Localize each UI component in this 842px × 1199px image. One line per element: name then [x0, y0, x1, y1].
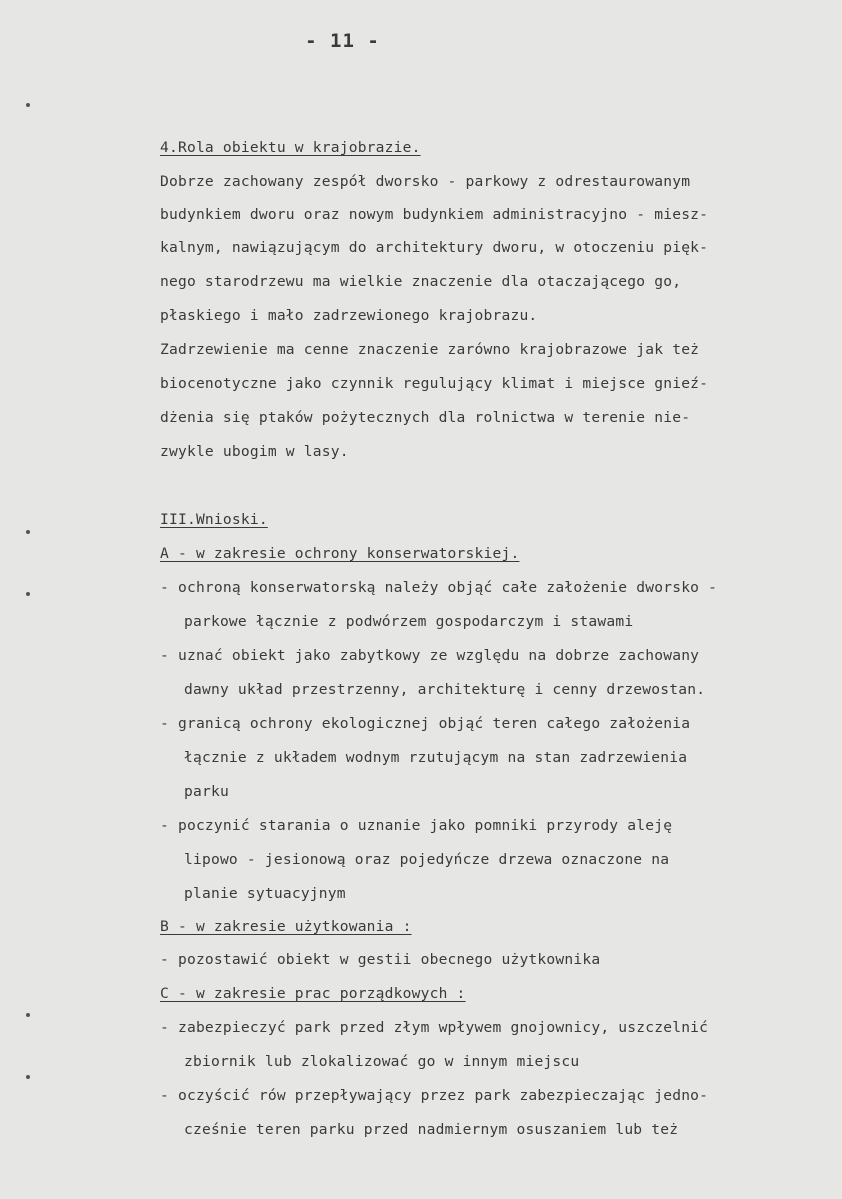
list-item: - uznać obiekt jako zabytkowy ze względu na dobrze zachowany [160, 647, 700, 664]
paragraph-line: budynkiem dworu oraz nowym budynkiem administracyjno - miesz- [160, 206, 709, 223]
list-item-continuation: lipowo - jesionową oraz pojedyńcze drzewa oznaczone na [184, 851, 670, 868]
list-item: - pozostawić obiekt w gestii obecnego użytkownika [160, 951, 601, 968]
subsection-heading: C - w zakresie prac porządkowych : [160, 985, 466, 1002]
paragraph-line: kalnym, nawiązującym do architektury dworu, w otoczeniu pięk- [160, 239, 709, 256]
punch-hole-mark [26, 1013, 30, 1017]
list-item: - oczyścić rów przepływający przez park zabezpieczając jedno- [160, 1087, 709, 1104]
paragraph-line: dżenia się ptaków pożytecznych dla rolnictwa w terenie nie- [160, 409, 691, 426]
paragraph-line: nego starodrzewu ma wielkie znaczenie dla otaczającego go, [160, 273, 682, 290]
punch-hole-mark [26, 1075, 30, 1079]
paragraph-line: płaskiego i mało zadrzewionego krajobrazu. [160, 307, 538, 324]
punch-hole-mark [26, 592, 30, 596]
section-heading: 4.Rola obiektu w krajobrazie. [160, 139, 421, 156]
paragraph-line: zwykle ubogim w lasy. [160, 443, 349, 460]
page-number: - 11 - [305, 30, 380, 52]
list-item-continuation: cześnie teren parku przed nadmiernym osuszaniem lub też [184, 1121, 679, 1138]
paragraph-line: Zadrzewienie ma cenne znaczenie zarówno krajobrazowe jak też [160, 341, 700, 358]
list-item: - poczynić starania o uznanie jako pomniki przyrody aleję [160, 817, 673, 834]
subsection-heading: A - w zakresie ochrony konserwatorskiej. [160, 545, 520, 562]
list-item: - zabezpieczyć park przed złym wpływem gnojownicy, uszczelnić [160, 1019, 709, 1036]
punch-hole-mark [26, 530, 30, 534]
list-item-continuation: dawny układ przestrzenny, architekturę i cenny drzewostan. [184, 681, 706, 698]
paragraph-line: biocenotyczne jako czynnik regulujący klimat i miejsce gnieź- [160, 375, 709, 392]
list-item: - granicą ochrony ekologicznej objąć teren całego założenia [160, 715, 691, 732]
paragraph-line: Dobrze zachowany zespół dworsko - parkowy z odrestaurowanym [160, 173, 691, 190]
punch-hole-mark [26, 103, 30, 107]
list-item-continuation: parkowe łącznie z podwórzem gospodarczym i stawami [184, 613, 634, 630]
list-item-continuation: zbiornik lub zlokalizować go w innym miejscu [184, 1053, 580, 1070]
list-item-continuation: łącznie z układem wodnym rzutującym na stan zadrzewienia [184, 749, 688, 766]
list-item-continuation: planie sytuacyjnym [184, 885, 346, 902]
subsection-heading: B - w zakresie użytkowania : [160, 918, 412, 935]
section-heading: III.Wnioski. [160, 511, 268, 528]
list-item: - ochroną konserwatorską należy objąć całe założenie dworsko - [160, 579, 718, 596]
list-item-continuation: parku [184, 783, 229, 800]
